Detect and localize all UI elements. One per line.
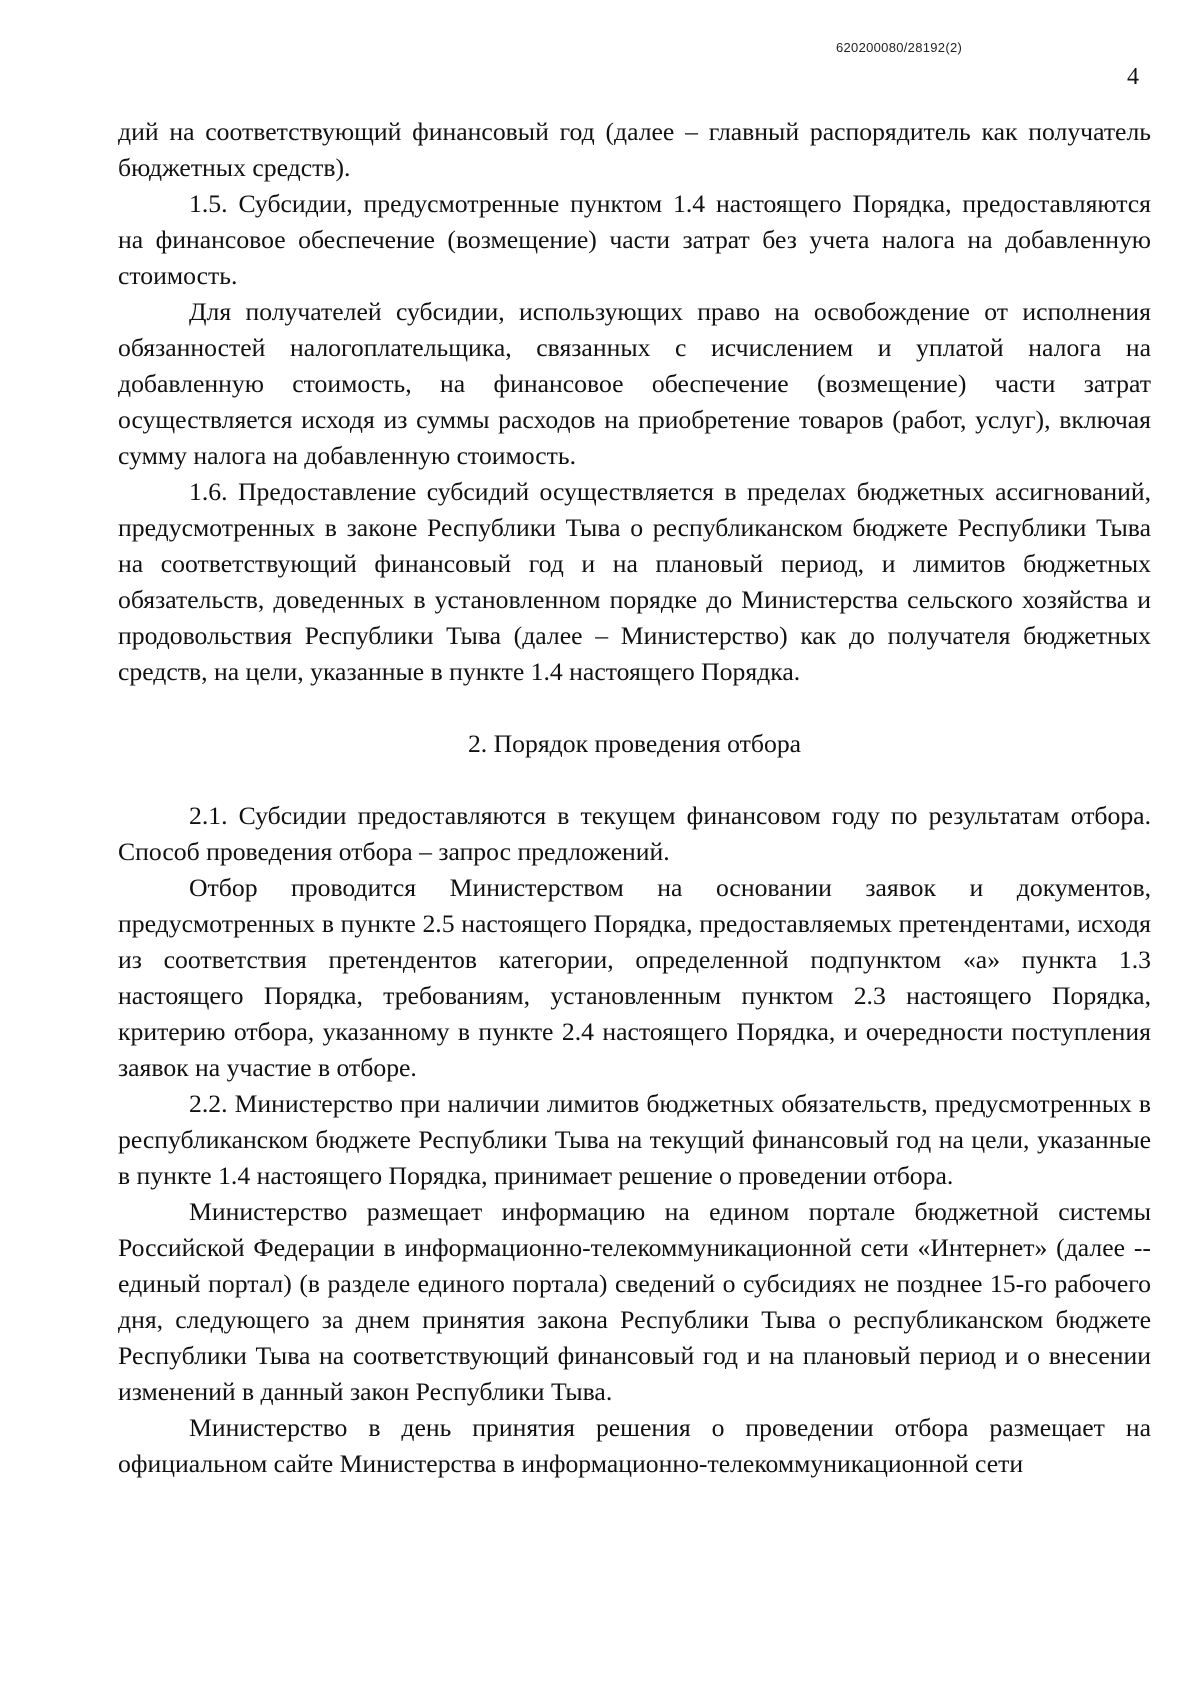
paragraph: Министерство размещает информацию на едином портале бюджетной системы Российской Федерации в информационно-телекоммуникационной сети «Интернет» (далее -- единый портал) (в разделе единого портала) сведений о субсидиях не позднее 15-го рабочего дня, следующего за днем принятия закона Республики Тыва о республиканском бюджете Республики Тыва на соответствующий финансовый год и на плановый период и о внесении изменений в данный закон Республики Тыва.	[118, 1197, 1151, 1406]
paragraph: 1.5. Субсидии, предусмотренные пунктом 1.4 настоящего Порядка, предоставляются на финансовое обеспечение (возмещение) части затрат без учета налога на добавленную стоимость.	[118, 189, 1151, 290]
paragraph: Министерство в день принятия решения о проведении отбора размещает на официальном сайте Министерства в информационно-телекоммуникационной сети	[118, 1413, 1151, 1478]
paragraph: дий на соответствующий финансовый год (далее – главный распорядитель как получатель бюджетных средств).	[118, 117, 1151, 182]
document-body	[118, 114, 1151, 1482]
page-number: 4	[1127, 64, 1139, 90]
paragraph: Отбор проводится Министерством на основании заявок и документов, предусмотренных в пункте 2.5 настоящего Порядка, предоставляемых претендентами, исходя из соответствия претендентов категории, определенной подпунктом «а» пункта 1.3 настоящего Порядка, требованиям, установленным пунктом 2.3 настоящего Порядка, критерию отбора, указанному в пункте 2.4 настоящего Порядка, и очередности поступления заявок на участие в отборе.	[118, 873, 1151, 1082]
section-heading: 2. Порядок проведения отбора	[467, 729, 802, 758]
document-id: 620200080/28192(2)	[836, 40, 963, 55]
paragraph: 2.2. Министерство при наличии лимитов бюджетных обязательств, предусмотренных в республиканском бюджете Республики Тыва на текущий финансовый год на цели, указанные в пункте 1.4 настоящего Порядка, принимает решение о проведении отбора.	[118, 1089, 1151, 1190]
paragraph: 1.6. Предоставление субсидий осуществляется в пределах бюджетных ассигнований, предусмотренных в законе Республики Тыва о республиканском бюджете Республики Тыва на соответствующий финансовый год и на плановый период, и лимитов бюджетных обязательств, доведенных в установленном порядке до Министерства сельского хозяйства и продовольствия Республики Тыва (далее – Министерство) как до получателя бюджетных средств, на цели, указанные в пункте 1.4 настоящего Порядка.	[118, 477, 1151, 686]
paragraph: Для получателей субсидии, использующих право на освобождение от исполнения обязанностей налогоплательщика, связанных с исчислением и уплатой налога на добавленную стоимость, на финансовое обеспечение (возмещение) части затрат осуществляется исходя из суммы расходов на приобретение товаров (работ, услуг), включая сумму налога на добавленную стоимость.	[118, 297, 1151, 470]
paragraph: 2.1. Субсидии предоставляются в текущем финансовом году по результатам отбора. Способ проведения отбора – запрос предложений.	[118, 801, 1151, 866]
